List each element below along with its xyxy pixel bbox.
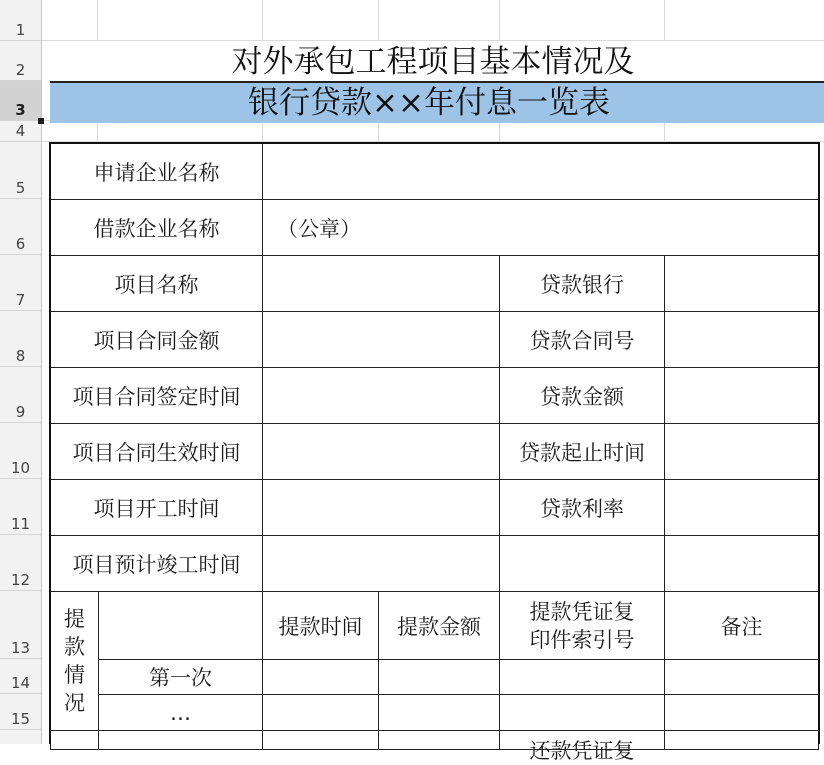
row12-blank-value[interactable] (664, 535, 819, 592)
row-number: 5 (15, 179, 26, 197)
loan-period-label: 贷款起止时间 (499, 423, 665, 480)
row-header-7[interactable] (0, 255, 41, 311)
loan-bank-value[interactable] (664, 255, 819, 312)
project-name-label: 项目名称 (50, 255, 263, 312)
borrower-label: 借款企业名称 (50, 199, 263, 256)
withdrawal-more-amount[interactable] (378, 694, 500, 731)
row-header-13[interactable] (0, 591, 41, 659)
withdrawal-char-1: 提 (64, 607, 85, 631)
withdrawal-row-more: … (98, 694, 263, 731)
loan-period-value[interactable] (664, 423, 819, 480)
withdrawal-first-amount[interactable] (378, 659, 500, 695)
gridline (499, 0, 500, 40)
row-number: 4 (15, 122, 26, 140)
contract-sign-date-label: 项目合同签定时间 (50, 367, 263, 424)
row-number: 14 (10, 674, 31, 692)
loan-rate-value[interactable] (664, 479, 819, 536)
row-number: 15 (10, 710, 31, 728)
row-number: 9 (15, 403, 26, 421)
row-number: 7 (15, 291, 26, 309)
loan-amount-value[interactable] (664, 367, 819, 424)
applicant-value[interactable] (262, 143, 819, 200)
row-header-11[interactable] (0, 479, 41, 535)
voucher-header-line1: 提款凭证复 (529, 599, 635, 624)
withdrawal-time-header: 提款时间 (262, 591, 379, 660)
row-header-4[interactable] (0, 121, 41, 142)
gridline (97, 0, 98, 40)
repayment-header-blank[interactable] (98, 730, 263, 750)
repayment-time-header[interactable] (262, 730, 379, 750)
row-number: 2 (15, 61, 26, 79)
row-number: 11 (10, 515, 31, 533)
withdrawal-voucher-header (499, 591, 665, 660)
withdrawal-first-remarks[interactable] (664, 659, 819, 695)
row-header-10[interactable] (0, 423, 41, 479)
row-number: 6 (15, 235, 26, 253)
repayment-remarks-header[interactable] (664, 730, 819, 750)
withdrawal-char-2: 款 (64, 635, 85, 659)
withdrawal-more-remarks[interactable] (664, 694, 819, 731)
row-header (0, 0, 42, 744)
withdrawal-section-label (50, 591, 99, 731)
loan-amount-label: 贷款金额 (499, 367, 665, 424)
withdrawal-char-4: 况 (64, 691, 85, 715)
row-number: 3 (15, 101, 26, 119)
row-number: 1 (15, 21, 26, 39)
applicant-label: 申请企业名称 (50, 143, 263, 200)
loan-contract-no-value[interactable] (664, 311, 819, 368)
withdrawal-header-blank[interactable] (98, 591, 263, 660)
gridline (378, 121, 379, 142)
contract-effective-label: 项目合同生效时间 (50, 423, 263, 480)
gridline (42, 141, 824, 142)
gridline (262, 0, 263, 40)
repayment-amount-header[interactable] (378, 730, 500, 750)
borrower-value[interactable]: （公章） (262, 199, 819, 256)
repayment-section-label (50, 730, 99, 750)
contract-amount-value[interactable] (262, 311, 500, 368)
row-header-14[interactable] (0, 659, 41, 694)
gridline (262, 121, 263, 142)
title-line-2-cell[interactable] (50, 81, 824, 123)
voucher-header-line2: 印件索引号 (529, 627, 635, 652)
withdrawal-more-time[interactable] (262, 694, 379, 731)
row-number: 8 (15, 347, 26, 365)
gridline (664, 0, 665, 40)
title-line-1[interactable]: 对外承包工程项目基本情况及 (231, 44, 635, 80)
row-header-3[interactable] (0, 81, 41, 121)
gridline (97, 121, 98, 142)
loan-contract-no-label: 贷款合同号 (499, 311, 665, 368)
withdrawal-more-voucher[interactable] (499, 694, 665, 731)
loan-rate-label: 贷款利率 (499, 479, 665, 536)
repayment-voucher-line1: 还款凭证复 (529, 739, 635, 763)
repayment-voucher-header (499, 730, 665, 763)
gridline (378, 0, 379, 40)
withdrawal-first-voucher[interactable] (499, 659, 665, 695)
withdrawal-amount-header: 提款金额 (378, 591, 500, 660)
remarks-header: 备注 (664, 591, 819, 660)
row-header-12[interactable] (0, 535, 41, 591)
row-header-5[interactable] (0, 142, 41, 199)
row-header-2[interactable] (0, 41, 41, 81)
contract-effective-value[interactable] (262, 423, 500, 480)
project-start-label: 项目开工时间 (50, 479, 263, 536)
row12-blank-label[interactable] (499, 535, 665, 592)
withdrawal-char-3: 情 (64, 663, 85, 687)
row-header-1[interactable] (0, 0, 41, 41)
gridline (499, 121, 500, 142)
row-header-6[interactable] (0, 199, 41, 255)
row-header-9[interactable] (0, 367, 41, 423)
row-header-16[interactable] (0, 730, 41, 744)
row-header-8[interactable] (0, 311, 41, 367)
project-completion-label: 项目预计竣工时间 (50, 535, 263, 592)
project-completion-value[interactable] (262, 535, 500, 592)
row-header-15[interactable] (0, 694, 41, 730)
project-start-value[interactable] (262, 479, 500, 536)
row-number: 10 (10, 459, 31, 477)
contract-sign-date-value[interactable] (262, 367, 500, 424)
project-name-value[interactable] (262, 255, 500, 312)
withdrawal-row-first: 第一次 (98, 659, 263, 695)
row-number: 12 (10, 571, 31, 589)
row-number: 13 (10, 639, 31, 657)
loan-bank-label: 贷款银行 (499, 255, 665, 312)
title-line-2: 银行贷款××年付息一览表 (248, 85, 610, 121)
selection-fill-handle[interactable] (38, 118, 44, 124)
gridline (664, 121, 665, 142)
withdrawal-first-time[interactable] (262, 659, 379, 695)
contract-amount-label: 项目合同金额 (50, 311, 263, 368)
